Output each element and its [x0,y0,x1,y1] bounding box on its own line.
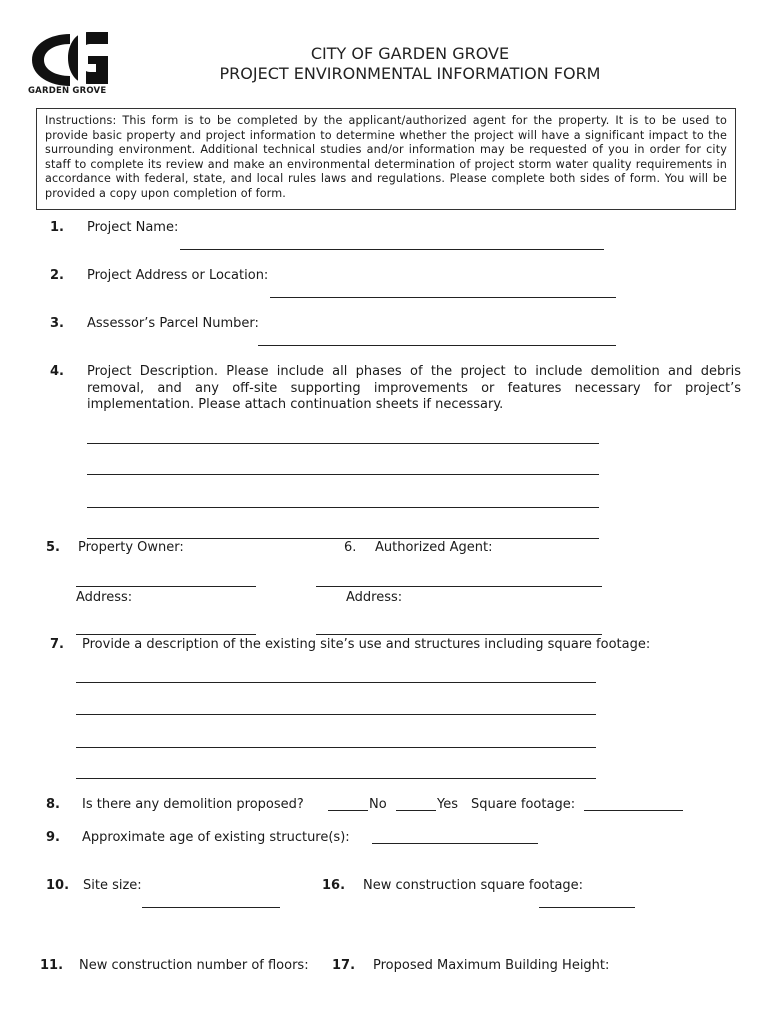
existing-site-line[interactable] [76,778,596,779]
demolition-no-blank[interactable] [328,810,368,811]
project-name-field[interactable] [180,249,604,250]
authorized-agent-label: Authorized Agent: [375,540,493,555]
agent-address-label: Address: [346,590,403,605]
item-7-number: 7. [50,637,64,652]
parcel-number-field[interactable] [258,345,616,346]
demolition-yes-blank[interactable] [396,810,436,811]
property-owner-label: Property Owner: [78,540,184,555]
item-16-number: 16. [322,878,346,893]
site-size-field[interactable] [142,907,280,908]
project-address-label: Project Address or Location: [87,268,269,283]
site-size-label: Site size: [83,878,142,893]
item-2-number: 2. [50,268,64,283]
demolition-sqft-label: Square footage: [471,797,576,812]
item-17-number: 17. [332,958,356,973]
new-construction-sqft-field[interactable] [539,907,635,908]
authorized-agent-field[interactable] [316,586,602,587]
item-6-number: 6. [344,540,357,555]
item-10-number: 10. [46,878,70,893]
owner-address-label: Address: [76,590,133,605]
demolition-yes-label: Yes [437,797,458,812]
form-title-line2: PROJECT ENVIRONMENTAL INFORMATION FORM [219,64,601,83]
item-11-number: 11. [40,958,64,973]
garden-grove-logo [28,30,112,96]
project-description-line[interactable] [87,443,599,444]
number-of-floors-label: New construction number of floors: [79,958,309,973]
existing-site-line[interactable] [76,714,596,715]
item-9-number: 9. [46,830,60,845]
demolition-sqft-field[interactable] [584,810,683,811]
existing-site-label: Provide a description of the existing site’s use and structures including square footage: [82,637,651,652]
item-1-number: 1. [50,220,64,235]
project-address-field[interactable] [270,297,616,298]
demolition-no-label: No [369,797,387,812]
item-5-number: 5. [46,540,60,555]
item-4-number: 4. [50,364,64,379]
project-description-line[interactable] [87,538,599,539]
instructions-box: Instructions: This form is to be completed by the applicant/authorized agent for the property. It is to be used to provide basic property and project information to determine whether the project will have a significant impact to the surrounding environment. Additional technical studies and/or information may be requested of you in order for city staff to complete its review and make an environmental determination of project storm water quality requirements in accordance with federal, state, and local rules laws and regulations. Please complete both sides of form. You will be provided a copy upon completion of form. [36,108,736,210]
project-name-label: Project Name: [87,220,179,235]
logo-wordmark: GARDEN GROVE [28,86,107,96]
new-construction-sqft-label: New construction square footage: [363,878,584,893]
form-title-line1: CITY OF GARDEN GROVE [310,44,510,63]
structure-age-label: Approximate age of existing structure(s): [82,830,350,845]
parcel-number-label: Assessor’s Parcel Number: [87,316,259,331]
property-owner-field[interactable] [76,586,256,587]
project-description-line[interactable] [87,507,599,508]
agent-address-field[interactable] [316,634,602,635]
existing-site-line[interactable] [76,747,596,748]
project-description-line[interactable] [87,474,599,475]
existing-site-line[interactable] [76,682,596,683]
item-3-number: 3. [50,316,64,331]
structure-age-field[interactable] [372,843,538,844]
item-8-number: 8. [46,797,60,812]
project-description-label: Project Description. Please include all phases of the project to include demolition and debris removal, and any off-site supporting improvements or features necessary for project’s implementation. Please attach continuation sheets if necessary. [87,364,741,412]
owner-address-field[interactable] [76,634,256,635]
demolition-label: Is there any demolition proposed? [82,797,304,812]
building-height-label: Proposed Maximum Building Height: [373,958,610,973]
